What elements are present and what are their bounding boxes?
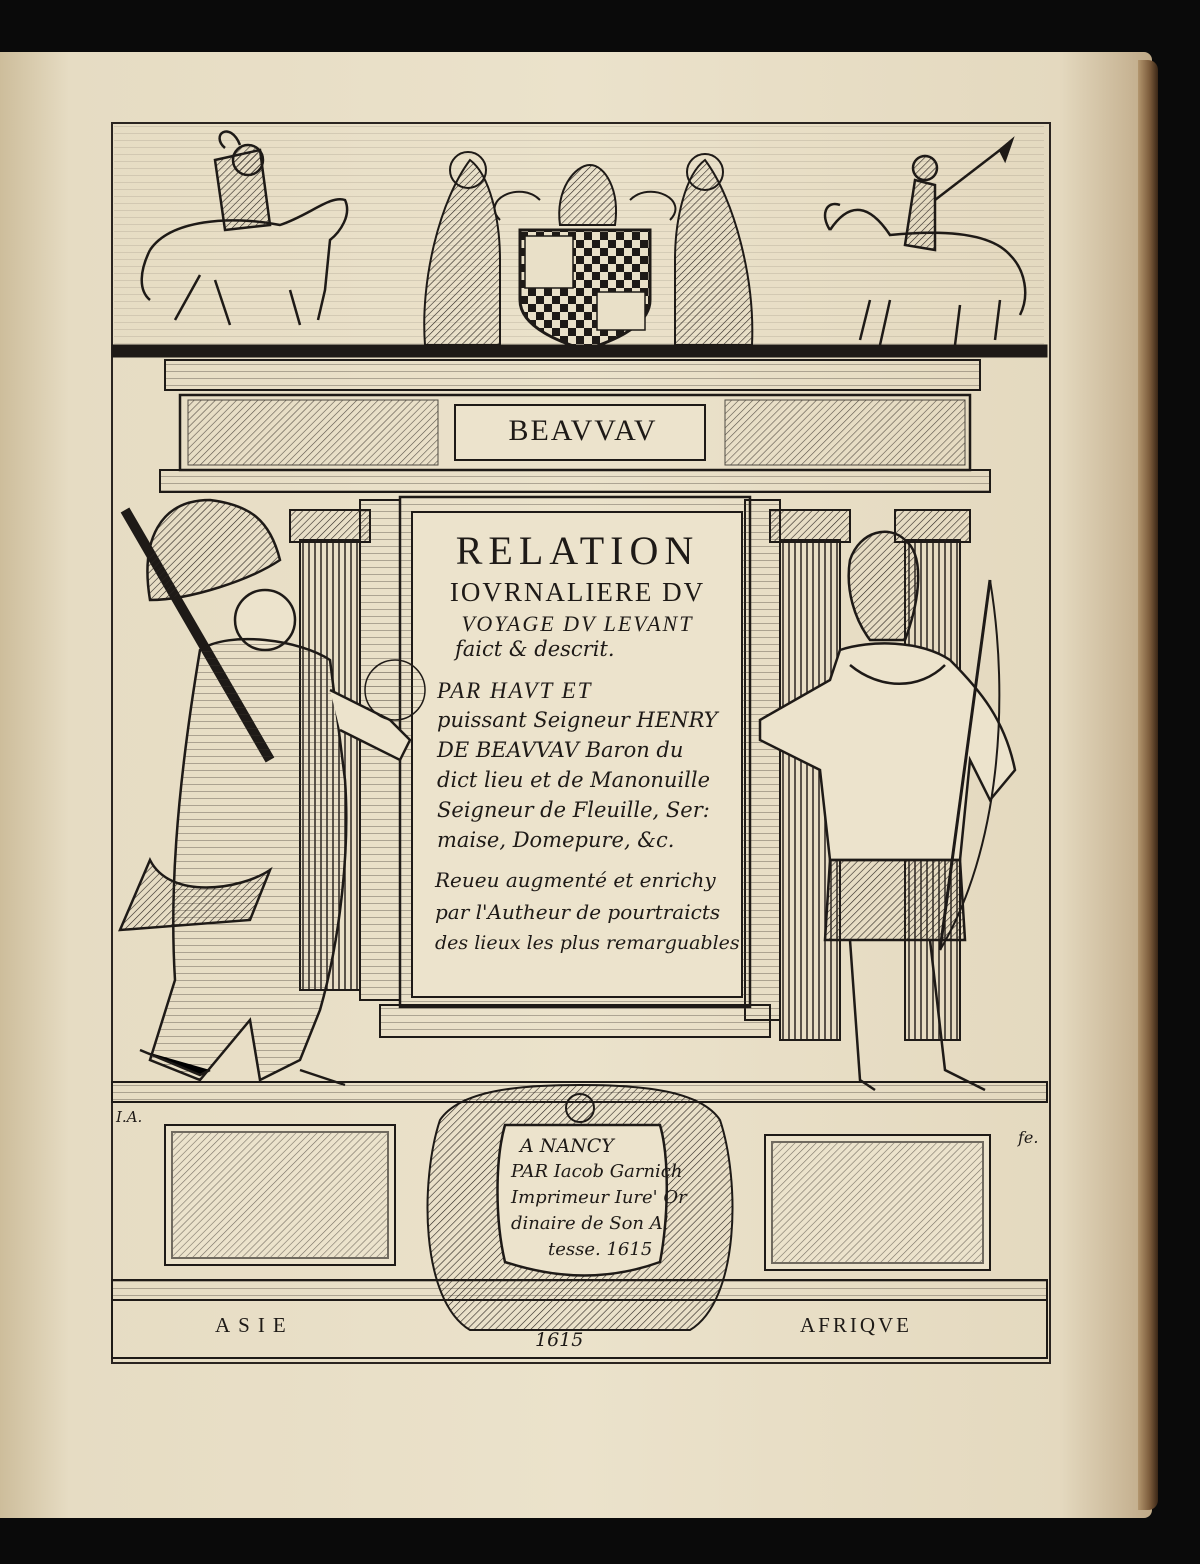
author-line: maise, Domepure, &c. <box>437 828 675 852</box>
cartouche-line: tesse. 1615 <box>548 1239 653 1260</box>
cartouche-line: PAR Iacob Garnich <box>511 1161 683 1182</box>
title-line-2: IOVRNALIERE DV <box>449 577 706 607</box>
cartouche-line: Imprimeur Iure' Or <box>511 1187 687 1208</box>
label-afrique: AFRIQVE <box>800 1313 913 1337</box>
author-line: dict lieu et de Manonuille <box>437 768 710 792</box>
author-line: PAR HAVT ET <box>437 678 593 703</box>
edition-line: des lieux les plus remarguables <box>435 932 740 954</box>
cartouche-line: A NANCY <box>520 1135 614 1157</box>
engraver-signature-left: I.A. <box>116 1108 143 1126</box>
author-line: Seigneur de Fleuille, Ser: <box>437 798 710 822</box>
title-line-4: faict & descrit. <box>455 637 615 661</box>
title-line-3: VOYAGE DV LEVANT <box>461 611 694 636</box>
author-line: puissant Seigneur HENRY <box>437 708 718 732</box>
engraver-signature-right: fe. <box>1018 1128 1039 1147</box>
label-asie: ASIE <box>215 1313 294 1337</box>
edition-line: Reueu augmenté et enrichy <box>435 868 716 892</box>
title-main: RELATION <box>455 528 700 573</box>
author-line: DE BEAVVAV Baron du <box>437 738 684 762</box>
coat-of-arms <box>424 152 752 350</box>
cartouche-line: dinaire de Son Al <box>511 1213 669 1234</box>
edition-line: par l'Autheur de pourtraicts <box>435 900 721 924</box>
frieze-name: BEAVVAV <box>508 414 658 447</box>
label-date: 1615 <box>535 1329 584 1351</box>
